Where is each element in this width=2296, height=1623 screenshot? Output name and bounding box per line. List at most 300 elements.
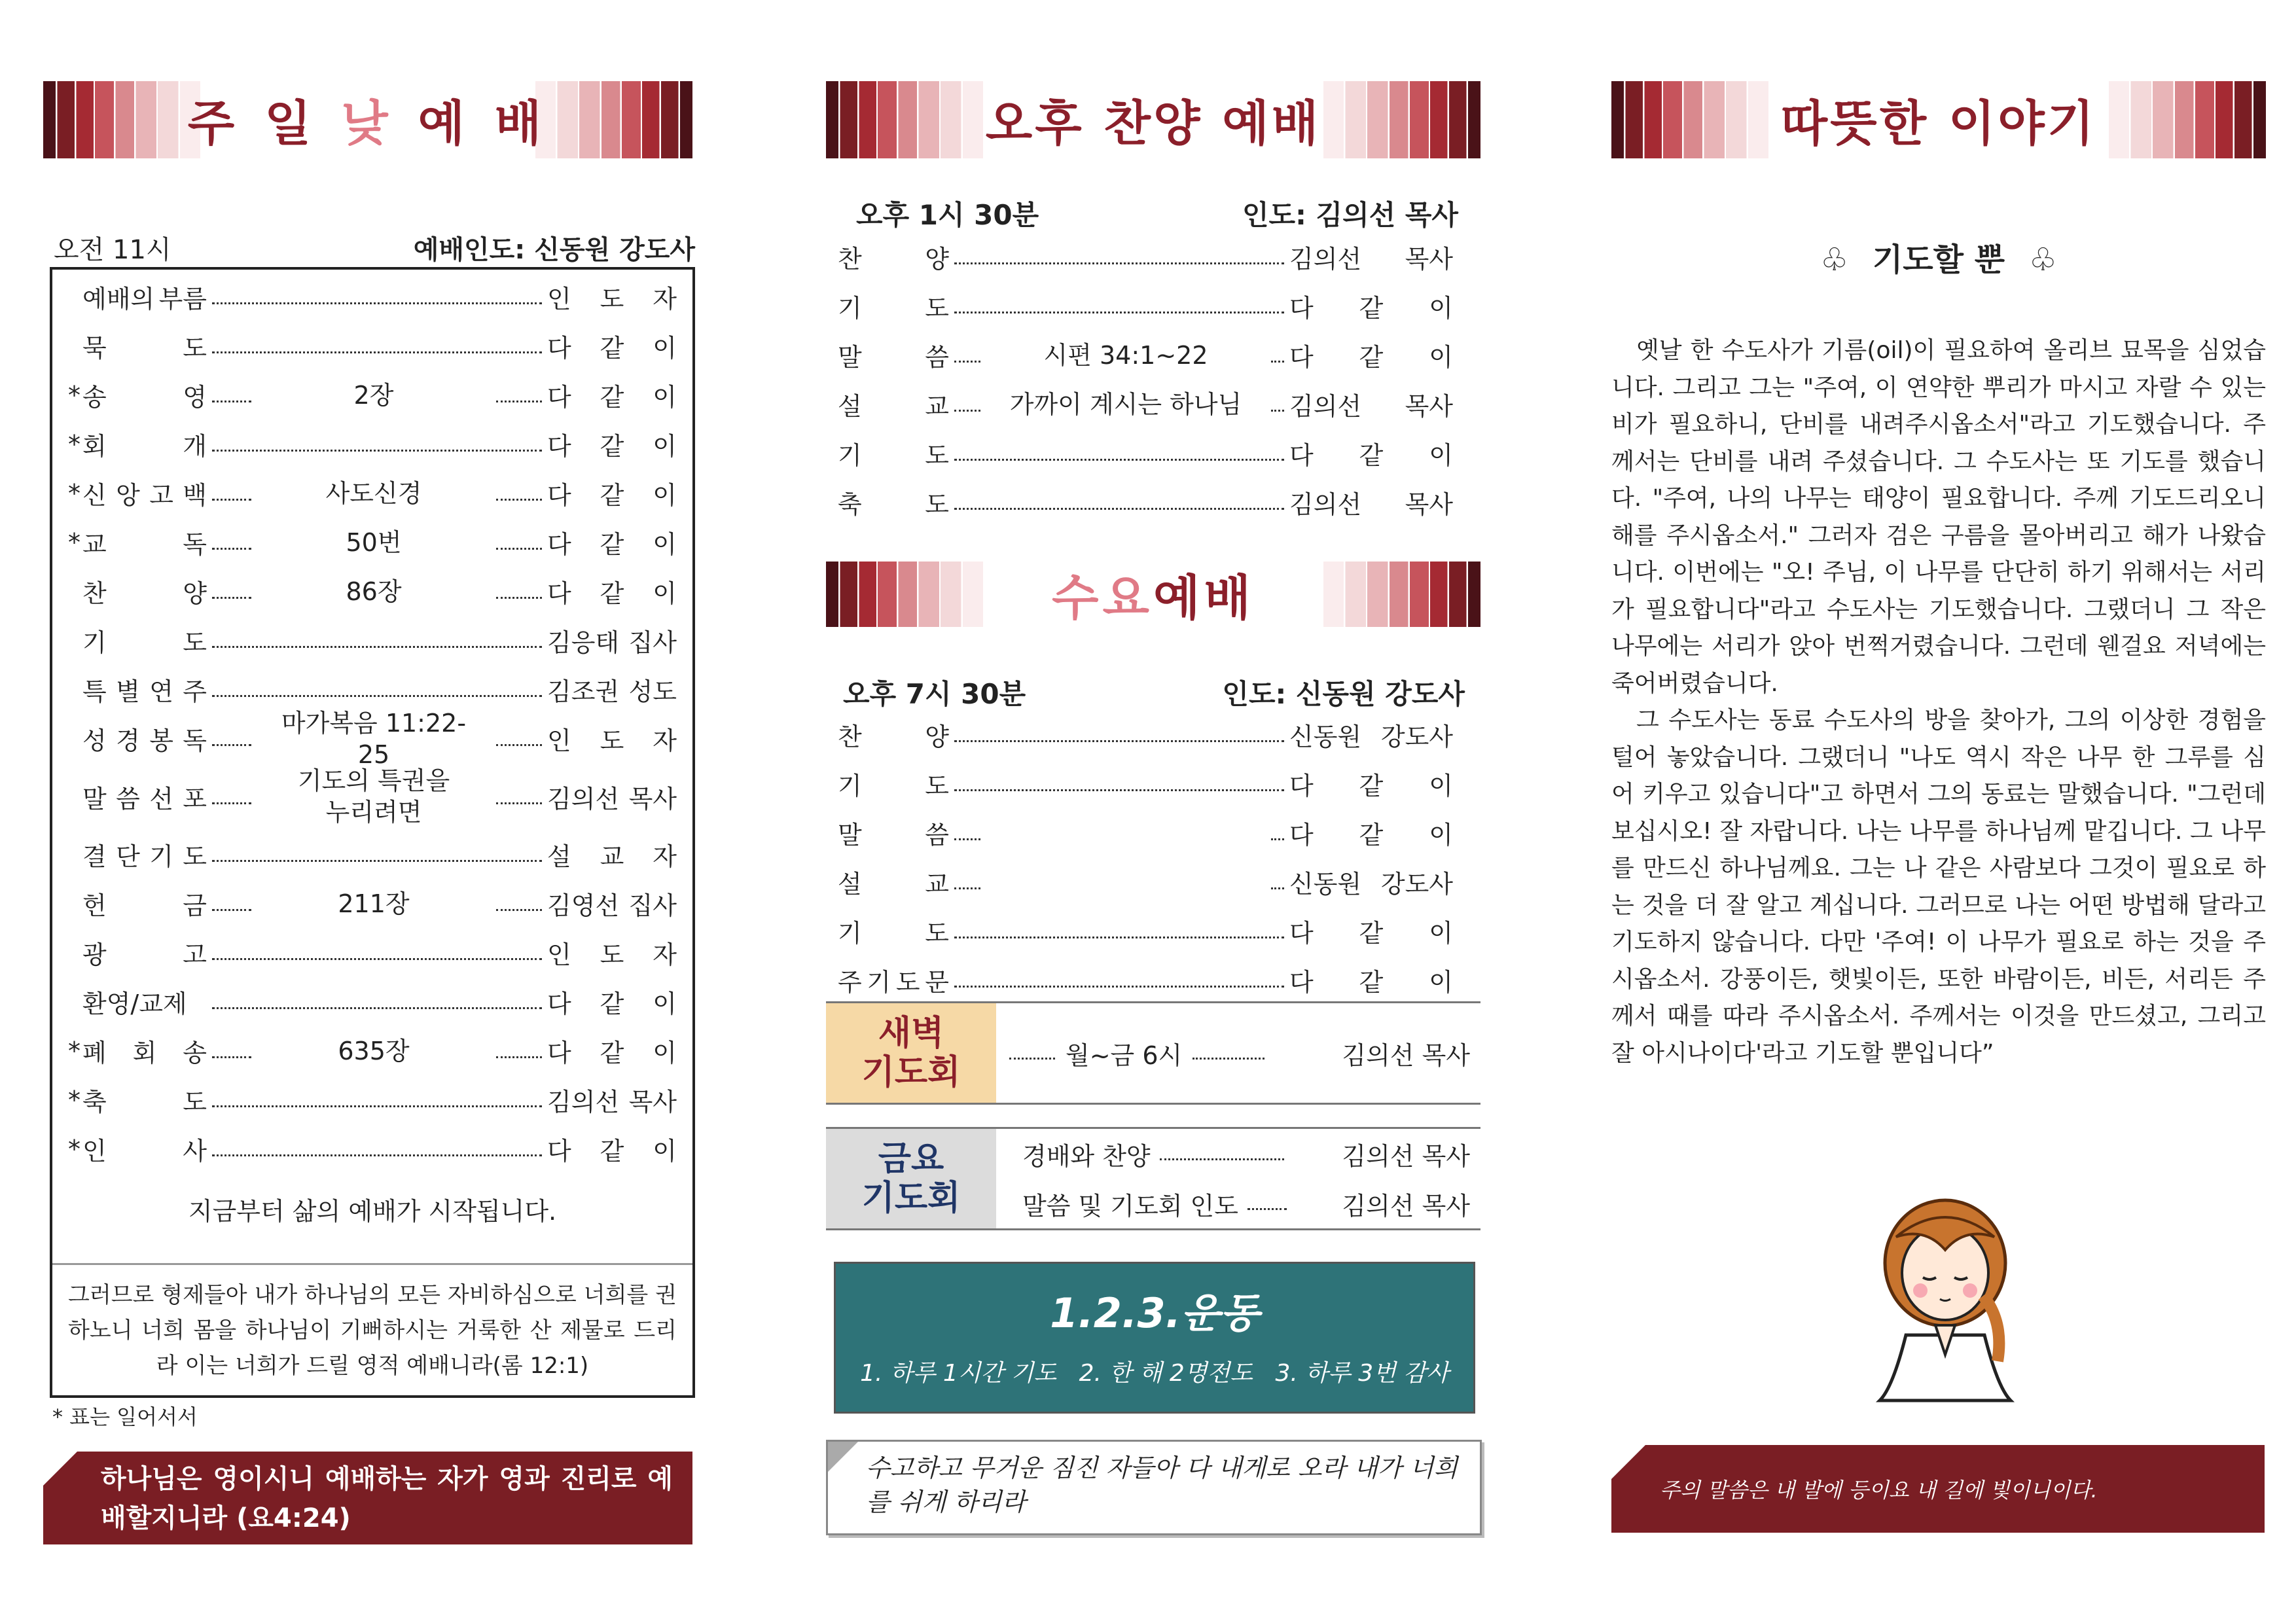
label-segment: 고 bbox=[149, 481, 173, 510]
dots bbox=[954, 262, 1284, 264]
label-segment: 도 bbox=[925, 294, 949, 323]
label-segment: 같 bbox=[600, 334, 624, 363]
club-icon: ♧ bbox=[1820, 241, 1849, 278]
label-segment: 설 bbox=[547, 842, 571, 871]
wednesday-banner bbox=[826, 562, 1480, 627]
label-segment: 목사 bbox=[628, 1088, 677, 1116]
label-segment: 도 bbox=[600, 940, 624, 969]
label-segment: 같 bbox=[1359, 772, 1384, 800]
dots bbox=[954, 986, 1284, 988]
wednesday-time: 오후 7시 30분 bbox=[843, 678, 1026, 710]
order-label bbox=[82, 524, 207, 560]
story-title: 따뜻한 이야기 bbox=[1780, 96, 2097, 152]
label-segment: 같 bbox=[1359, 294, 1384, 323]
label-segment: 교 bbox=[600, 842, 624, 871]
order-person bbox=[547, 1033, 677, 1069]
label-segment: 자 bbox=[653, 285, 677, 313]
label-segment: 예배의 bbox=[82, 285, 155, 313]
label-segment: 기 bbox=[838, 294, 862, 323]
order-person bbox=[547, 573, 677, 609]
label-segment: 인 bbox=[547, 726, 571, 755]
label-segment: 교 bbox=[82, 530, 107, 559]
order-detail: 50번 bbox=[346, 527, 402, 557]
wednesday-leader: 인도: 신동원 강도사 bbox=[1222, 678, 1465, 710]
label-segment: 성도 bbox=[628, 677, 677, 706]
standing-mark: * bbox=[68, 380, 81, 410]
label-segment: 인 bbox=[547, 285, 571, 313]
order-person bbox=[547, 377, 677, 413]
label-segment: 같 bbox=[1359, 968, 1384, 997]
fold-corner bbox=[43, 1452, 77, 1486]
label-segment: 이 bbox=[653, 334, 677, 363]
order-detail: 기도의 특권을 누리려면 bbox=[297, 766, 450, 827]
label-segment: 기 bbox=[82, 628, 107, 657]
label-segment: 선 bbox=[149, 784, 173, 813]
order-label bbox=[82, 328, 207, 364]
label-segment: 이 bbox=[653, 990, 677, 1018]
order-person bbox=[547, 836, 677, 872]
label-segment: 연 bbox=[149, 677, 173, 706]
label-segment: 목사 bbox=[1405, 490, 1453, 519]
sunday-leader: 예배인도: 신동원 강도사 bbox=[413, 234, 695, 265]
label-segment: 김의선 bbox=[1289, 245, 1362, 274]
label-segment: 영 bbox=[183, 383, 207, 412]
fold-corner bbox=[828, 1442, 858, 1472]
dots bbox=[212, 1105, 542, 1107]
dots bbox=[1271, 838, 1284, 840]
order-detail: 시편 34:1~22 bbox=[1043, 340, 1208, 370]
order-row bbox=[838, 955, 1453, 1005]
label-segment: 강도사 bbox=[1380, 722, 1453, 751]
label-segment: 같 bbox=[600, 1137, 624, 1166]
standing-mark: * bbox=[68, 1085, 81, 1115]
label-segment: 다 bbox=[1289, 294, 1314, 323]
label-segment: 이 bbox=[653, 1137, 677, 1166]
order-person bbox=[1289, 717, 1453, 753]
label-segment: 도 bbox=[600, 285, 624, 313]
friday-tag-line: 기도회 bbox=[861, 1179, 961, 1218]
order-person bbox=[1289, 815, 1453, 851]
order-label bbox=[838, 288, 949, 324]
label-segment: 다 bbox=[547, 990, 571, 1018]
friday-line bbox=[1022, 1186, 1470, 1222]
label-segment: 이 bbox=[653, 579, 677, 608]
order-label bbox=[838, 815, 949, 851]
banner-stripes-left bbox=[826, 562, 983, 627]
afternoon-order-list bbox=[838, 232, 1453, 527]
label-segment: 찬 bbox=[838, 245, 862, 274]
order-row bbox=[68, 977, 677, 1026]
dots bbox=[212, 499, 251, 501]
sunday-banner bbox=[43, 81, 692, 158]
standing-mark: * bbox=[68, 478, 81, 508]
dots bbox=[212, 646, 542, 648]
label-segment: 다 bbox=[547, 383, 571, 412]
label-segment: 김응태 bbox=[547, 628, 620, 657]
label-segment: 앙 bbox=[116, 481, 140, 510]
dots bbox=[954, 312, 1284, 313]
dots bbox=[496, 802, 542, 804]
afternoon-title: 오후 찬양 예배 bbox=[985, 96, 1321, 152]
dots bbox=[1247, 1208, 1287, 1210]
label-segment: 설 bbox=[838, 870, 862, 899]
dots bbox=[954, 838, 980, 840]
order-label bbox=[82, 1131, 207, 1167]
order-row bbox=[838, 759, 1453, 808]
order-person bbox=[1289, 435, 1453, 471]
label-segment: 기 bbox=[149, 842, 173, 871]
story-subtitle-line bbox=[1611, 234, 2266, 279]
label-segment: 이 bbox=[1429, 294, 1453, 323]
label-segment: 기 bbox=[838, 772, 862, 800]
label-segment: 같 bbox=[600, 383, 624, 412]
order-detail: 마가복음 11:22-25 bbox=[281, 708, 467, 769]
order-row bbox=[838, 330, 1453, 380]
dots bbox=[1271, 410, 1284, 412]
order-detail: 211장 bbox=[338, 889, 410, 918]
label-segment: 이 bbox=[1429, 343, 1453, 372]
sunday-closing: 지금부터 삶의 예배가 시작됩니다. bbox=[188, 1197, 557, 1226]
dots bbox=[212, 909, 251, 911]
order-row bbox=[838, 857, 1453, 906]
dots bbox=[496, 548, 542, 550]
dawn-prayer-tag bbox=[826, 1003, 996, 1103]
friday-line-label: 경배와 찬양 bbox=[1022, 1141, 1151, 1171]
order-label bbox=[82, 622, 207, 658]
label-segment: 자 bbox=[653, 726, 677, 755]
dots bbox=[212, 597, 251, 599]
dawn-prayer-time: 월~금 6시 bbox=[1066, 1041, 1183, 1070]
order-row bbox=[68, 879, 677, 928]
label-segment: 축 bbox=[838, 490, 862, 519]
sunday-order-box bbox=[50, 267, 695, 1398]
middle-footer-box bbox=[826, 1440, 1482, 1535]
order-row bbox=[838, 429, 1453, 478]
order-row bbox=[68, 370, 677, 419]
label-segment: 도 bbox=[895, 968, 920, 997]
label-segment: 같 bbox=[600, 990, 624, 1018]
dots bbox=[1271, 887, 1284, 889]
label-segment: 같 bbox=[1359, 821, 1384, 849]
label-segment: 다 bbox=[1289, 919, 1314, 948]
fold-corner bbox=[1611, 1445, 1645, 1479]
dots bbox=[212, 548, 251, 550]
label-segment: 신동원 bbox=[1289, 722, 1362, 751]
order-row bbox=[838, 906, 1453, 955]
banner-stripes-right bbox=[535, 81, 692, 158]
order-person bbox=[547, 779, 677, 815]
label-segment: 이 bbox=[653, 481, 677, 510]
label-segment: 다 bbox=[1289, 441, 1314, 470]
label-segment: 주 bbox=[183, 677, 207, 706]
dots bbox=[496, 909, 542, 911]
label-segment: 이 bbox=[653, 530, 677, 559]
afternoon-info-line bbox=[856, 194, 1458, 233]
label-segment: 단 bbox=[116, 842, 140, 871]
order-row bbox=[838, 478, 1453, 527]
label-segment: 씀 bbox=[925, 821, 949, 849]
order-label bbox=[82, 836, 207, 872]
label-segment: 양 bbox=[925, 722, 949, 751]
sunday-title bbox=[188, 85, 548, 154]
label-segment: 주 bbox=[838, 968, 862, 997]
label-segment: 김의선 bbox=[1289, 490, 1362, 519]
friday-tag-line: 금요 bbox=[878, 1139, 944, 1179]
label-segment: 다 bbox=[547, 530, 571, 559]
label-segment: 찬 bbox=[838, 722, 862, 751]
label-segment: 이 bbox=[653, 432, 677, 461]
banner-stripes-left bbox=[826, 81, 983, 158]
dots bbox=[954, 508, 1284, 510]
label-segment: 결 bbox=[82, 842, 107, 871]
label-segment: 같 bbox=[600, 481, 624, 510]
afternoon-banner bbox=[826, 81, 1480, 158]
label-segment: 도 bbox=[925, 441, 949, 470]
label-segment: 부름 bbox=[158, 285, 207, 313]
banner-stripes-right bbox=[1323, 81, 1480, 158]
label-segment: 도 bbox=[183, 1088, 207, 1116]
order-person bbox=[1289, 239, 1453, 275]
dots bbox=[954, 789, 1284, 791]
label-segment: 교 bbox=[925, 870, 949, 899]
friday-line-leader: 김의선 목사 bbox=[1342, 1141, 1470, 1171]
label-segment: 이 bbox=[1429, 441, 1453, 470]
label-segment: 김의선 bbox=[1289, 392, 1362, 421]
order-row bbox=[838, 380, 1453, 429]
sunday-column bbox=[41, 0, 695, 1623]
dots bbox=[496, 1056, 542, 1058]
movement-title: 1.2.3.운동 bbox=[1050, 1289, 1259, 1337]
label-segment: 고 bbox=[183, 940, 207, 969]
order-person bbox=[547, 671, 677, 707]
label-segment: 도 bbox=[600, 726, 624, 755]
dawn-prayer-leader: 김의선 목사 bbox=[1342, 1041, 1470, 1070]
standing-note: * 표는 일어서서 bbox=[52, 1404, 198, 1429]
label-segment: 말 bbox=[838, 821, 862, 849]
label-segment: 같 bbox=[600, 579, 624, 608]
dots bbox=[1009, 1058, 1055, 1060]
dots bbox=[954, 459, 1284, 461]
dots bbox=[496, 401, 542, 402]
story-body bbox=[1611, 332, 2266, 1072]
order-label bbox=[838, 913, 949, 949]
wednesday-title bbox=[1052, 560, 1255, 629]
label-segment: 다 bbox=[547, 432, 571, 461]
order-person bbox=[1289, 766, 1453, 802]
wednesday-title-part: 예배 bbox=[1153, 570, 1255, 626]
label-segment: 목사 bbox=[1405, 245, 1453, 274]
order-label bbox=[838, 239, 949, 275]
order-label bbox=[82, 721, 207, 757]
dots bbox=[212, 1007, 542, 1009]
label-segment: 도 bbox=[183, 628, 207, 657]
order-person bbox=[1289, 484, 1453, 520]
story-banner bbox=[1611, 81, 2266, 158]
label-segment: 백 bbox=[183, 481, 207, 510]
standing-mark: * bbox=[68, 429, 81, 459]
dots bbox=[954, 936, 1284, 938]
label-segment: 도 bbox=[925, 490, 949, 519]
label-segment: 다 bbox=[1289, 343, 1314, 372]
label-segment: 다 bbox=[547, 481, 571, 510]
label-segment: 도 bbox=[183, 334, 207, 363]
label-segment: 같 bbox=[1359, 919, 1384, 948]
label-segment: 이 bbox=[1429, 821, 1453, 849]
order-person bbox=[547, 1131, 677, 1167]
order-row bbox=[68, 518, 677, 567]
label-segment: 같 bbox=[600, 1039, 624, 1067]
sunday-title-highlight: 낮 bbox=[341, 96, 395, 152]
dots bbox=[954, 887, 980, 889]
label-segment: 인 bbox=[547, 940, 571, 969]
wednesday-order-list bbox=[838, 710, 1453, 1005]
story-footer-text: 주의 말씀은 내 발에 등이요 내 길에 빛이니이다. bbox=[1660, 1478, 2098, 1503]
order-row bbox=[838, 710, 1453, 759]
order-label bbox=[82, 475, 207, 511]
label-segment: 인 bbox=[82, 1137, 107, 1166]
order-person bbox=[1289, 864, 1453, 900]
movement-box bbox=[834, 1262, 1475, 1414]
label-segment: 이 bbox=[1429, 919, 1453, 948]
friday-line-label: 말씀 및 기도회 인도 bbox=[1022, 1191, 1238, 1221]
order-label bbox=[838, 766, 949, 802]
label-segment: 독 bbox=[183, 530, 207, 559]
order-row bbox=[68, 928, 677, 977]
order-label bbox=[82, 1033, 207, 1069]
story-subtitle: 기도할 뿐 bbox=[1872, 241, 2005, 278]
label-segment: 축 bbox=[82, 1088, 107, 1116]
sunday-verse: 그러므로 형제들아 내가 하나님의 모든 자비하심으로 너희를 권하노니 너희 몸을 하나님이 기뻐하시는 거룩한 산 제물로 드리라 이는 너희가 드릴 영적 예배니라(롬 12:1) bbox=[68, 1282, 677, 1379]
label-segment: 설 bbox=[838, 392, 862, 421]
label-segment: 김조권 bbox=[547, 677, 620, 706]
dawn-prayer-box bbox=[826, 1001, 1480, 1105]
label-segment: 포 bbox=[183, 784, 207, 813]
label-segment: 목사 bbox=[1405, 392, 1453, 421]
order-detail: 2장 bbox=[353, 380, 394, 410]
label-segment: 목사 bbox=[628, 784, 677, 813]
label-segment: 김의선 bbox=[547, 784, 620, 813]
label-segment: 이 bbox=[1429, 772, 1453, 800]
label-segment: 씀 bbox=[925, 343, 949, 372]
label-segment: 다 bbox=[547, 579, 571, 608]
order-person bbox=[1289, 288, 1453, 324]
label-segment: 집사 bbox=[628, 628, 677, 657]
story-column bbox=[1611, 0, 2266, 1623]
dawn-tag-line: 기도회 bbox=[861, 1053, 961, 1092]
order-person bbox=[547, 279, 677, 315]
dots bbox=[496, 499, 542, 501]
order-person bbox=[547, 475, 677, 511]
label-segment: 김의선 bbox=[547, 1088, 620, 1116]
middle-footer-text: 수고하고 무거운 짐진 자들아 다 내게로 오라 내가 너희를 쉬게 하리라 bbox=[866, 1454, 1458, 1516]
label-segment: 자 bbox=[653, 842, 677, 871]
story-paragraph: 옛날 한 수도사가 기름(oil)이 필요하여 올리브 묘목을 심었습니다. 그리고 그는 "주여, 이 연약한 뿌리가 마시고 자랄 수 있는 비가 필요하니, 단비를 내려주시옵소서"라고 기도했습니다. 주께서는 단비를 내려 주셨습니다. 그 수도사는 또 기도를 했습니다. "주여, 나의 나무는 태양이 필요합니다. 주께 기도드리오니 해를 주시옵소서." 그러자 검은 구름을 몰아버리고 해가 나왔습니다. 이번에는 "오! 주님, 이 나무를 단단히 하기 위해서는 서리가 필요합니다"라고 수도사는 기도했습니다. 그랬더니 그 작은 나무에는 서리가 앉아 번쩍거렸습니다. 그런데 웬걸요 저녁에는 죽어버렸습니다. bbox=[1611, 337, 2267, 697]
label-segment: 자 bbox=[653, 940, 677, 969]
order-row bbox=[838, 232, 1453, 281]
label-segment: 경 bbox=[116, 726, 140, 755]
dots bbox=[212, 351, 542, 353]
order-detail: 사도신경 bbox=[325, 478, 422, 508]
label-segment: 묵 bbox=[82, 334, 107, 363]
banner-stripes-right bbox=[1323, 562, 1480, 627]
dots bbox=[954, 410, 980, 412]
order-person bbox=[1289, 337, 1453, 373]
label-segment: 회 bbox=[82, 432, 107, 461]
order-label bbox=[838, 864, 949, 900]
dots bbox=[496, 744, 542, 746]
label-segment: 김영선 bbox=[547, 891, 620, 920]
order-label: 환영/교제 bbox=[82, 990, 187, 1018]
dots bbox=[954, 740, 1284, 742]
order-label bbox=[838, 435, 949, 471]
label-segment: 금 bbox=[183, 891, 207, 920]
label-segment: 광 bbox=[82, 940, 107, 969]
order-row bbox=[68, 419, 677, 469]
order-row bbox=[838, 281, 1453, 330]
order-label bbox=[838, 337, 949, 373]
dots bbox=[212, 695, 542, 697]
order-detail: 86장 bbox=[346, 577, 402, 606]
label-segment: 다 bbox=[1289, 968, 1314, 997]
label-segment: 씀 bbox=[116, 784, 140, 813]
friday-prayer-tag bbox=[826, 1129, 996, 1228]
sunday-title-part: 주 일 bbox=[187, 96, 342, 152]
order-person bbox=[547, 885, 677, 921]
wednesday-info-line bbox=[843, 673, 1465, 712]
label-segment: 신 bbox=[82, 481, 107, 510]
dots bbox=[212, 1154, 542, 1156]
movement-items: 1. 하루 1시간 기도 2. 한 해 2명전도 3. 하루 3번 감사 bbox=[860, 1360, 1449, 1387]
label-segment: 양 bbox=[925, 245, 949, 274]
label-segment: 말 bbox=[838, 343, 862, 372]
dots bbox=[212, 401, 251, 402]
standing-mark: * bbox=[68, 1036, 81, 1065]
friday-line-leader: 김의선 목사 bbox=[1342, 1191, 1470, 1221]
afternoon-leader: 인도: 김의선 목사 bbox=[1242, 199, 1458, 231]
order-row bbox=[68, 763, 677, 830]
label-segment: 성 bbox=[82, 726, 107, 755]
order-label bbox=[82, 279, 207, 315]
order-label bbox=[82, 377, 207, 413]
label-segment: 이 bbox=[653, 1039, 677, 1067]
dots bbox=[212, 958, 542, 960]
order-row bbox=[68, 1124, 677, 1173]
label-segment: 찬 bbox=[82, 579, 107, 608]
dots bbox=[212, 860, 542, 862]
story-paragraph: 그 수도사는 동료 수도사의 방을 찾아가, 그의 이상한 경험을 털어 놓았습니다. 그랬더니 "나도 역시 작은 나무 한 그루를 심어 키우고 있습니다"고 하면서 그의 동료는 말했습니다. "그런데 보십시오! 잘 자랍니다. 나는 나무를 하나님께 맡깁니다. 그 나무를 만드신 하나님께요. 그는 나 같은 사람보다 그것이 필요로 하는 것을 더 잘 알고 계십니다. 그러므로 나는 어떤 방법해 달라고 기도하지 않습니다. 다만 '주여! 이 나무가 필요로 하는 것을 주시옵소서. 강풍이든, 햇빛이든, 또한 바람이든, 비든, 서리든 주께서 때를 따라 주시옵소서. 주께서는 이것을 만드셨고, 그리고 잘 아시나이다'라고 기도할 뿐입니다” bbox=[1611, 707, 2266, 1067]
dots bbox=[212, 1056, 251, 1058]
label-segment: 강도사 bbox=[1380, 870, 1453, 899]
label-segment: 폐 bbox=[82, 1039, 107, 1067]
order-row bbox=[68, 567, 677, 616]
label-segment: 같 bbox=[600, 432, 624, 461]
label-segment: 집사 bbox=[628, 891, 677, 920]
label-segment: 별 bbox=[116, 677, 140, 706]
order-person bbox=[547, 426, 677, 462]
dots bbox=[212, 802, 251, 804]
label-segment: 사 bbox=[183, 1137, 207, 1166]
order-row bbox=[68, 708, 677, 769]
label-segment: 특 bbox=[82, 677, 107, 706]
order-label bbox=[82, 885, 207, 921]
label-segment: 헌 bbox=[82, 891, 107, 920]
order-person bbox=[547, 1082, 677, 1118]
order-person bbox=[547, 935, 677, 971]
order-detail: 가까이 계시는 하나님 bbox=[1009, 389, 1242, 419]
banner-stripes-left bbox=[43, 81, 200, 158]
order-row bbox=[68, 830, 677, 879]
order-person bbox=[547, 984, 677, 1020]
